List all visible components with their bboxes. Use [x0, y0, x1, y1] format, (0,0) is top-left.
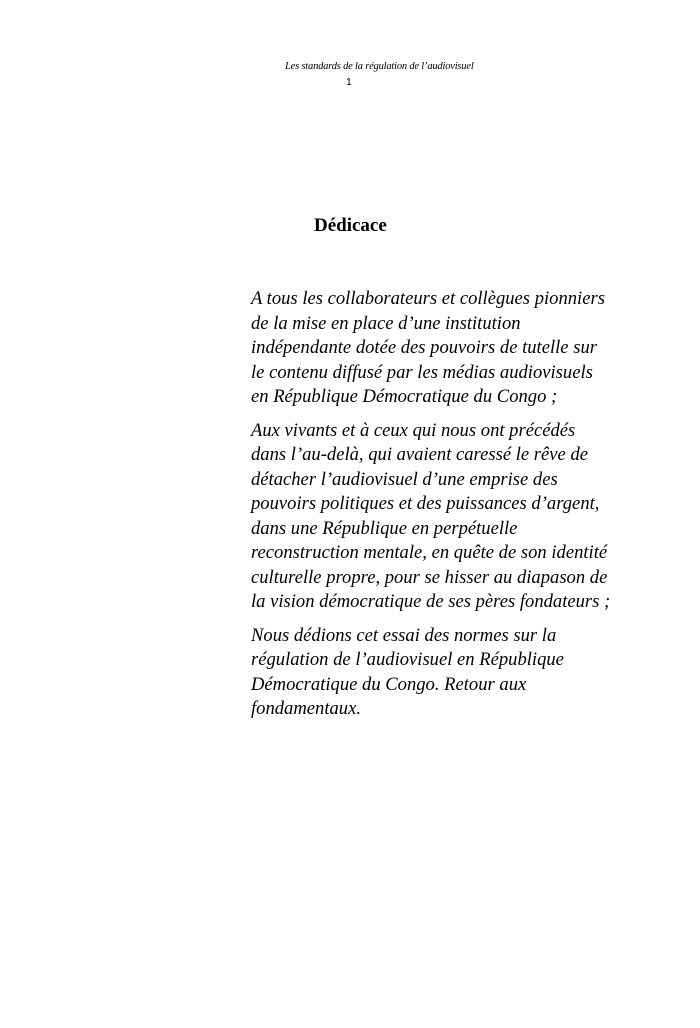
text-line: le contenu diffusé par les médias audiovisuels	[251, 361, 593, 383]
text-line: régulation de l’audiovisuel en République	[251, 649, 564, 670]
page-title: Dédicace	[314, 215, 387, 236]
text-line: de la mise en place d’une institution	[251, 312, 521, 334]
text-line: A tous les collaborateurs et collègues pionniers	[251, 288, 605, 309]
page-number: 1	[346, 76, 352, 88]
text-line: reconstruction mentale, en quête de son identité	[251, 542, 608, 563]
text-line: culturelle propre, pour se hisser au diapason de	[251, 566, 608, 588]
text-line: dans l’au-delà, qui avaient caressé le rêve de	[251, 444, 588, 465]
text-line: dans une République en perpétuelle	[251, 517, 518, 539]
text-line: Nous dédions cet essai des normes sur la	[251, 624, 557, 646]
dedication-paragraph-2	[251, 419, 631, 615]
running-header: Les standards de la régulation de l’audiovisuel	[285, 61, 474, 72]
text-line: en République Démocratique du Congo ;	[251, 386, 558, 407]
text-line: la vision démocratique de ses pères fondateurs ;	[251, 591, 611, 612]
text-line: fondamentaux.	[251, 698, 361, 719]
text-line: indépendante dotée des pouvoirs de tutelle sur	[251, 337, 597, 358]
text-line: Démocratique du Congo. Retour aux	[251, 673, 527, 695]
dedication-paragraph-3	[251, 624, 631, 722]
text-line: Aux vivants et à ceux qui nous ont précédés	[251, 419, 576, 441]
text-line: pouvoirs politiques et des puissances d’argent,	[251, 493, 600, 514]
text-line: détacher l’audiovisuel d’une emprise des	[251, 468, 558, 490]
dedication-body	[251, 287, 631, 731]
dedication-paragraph-1	[251, 287, 631, 410]
